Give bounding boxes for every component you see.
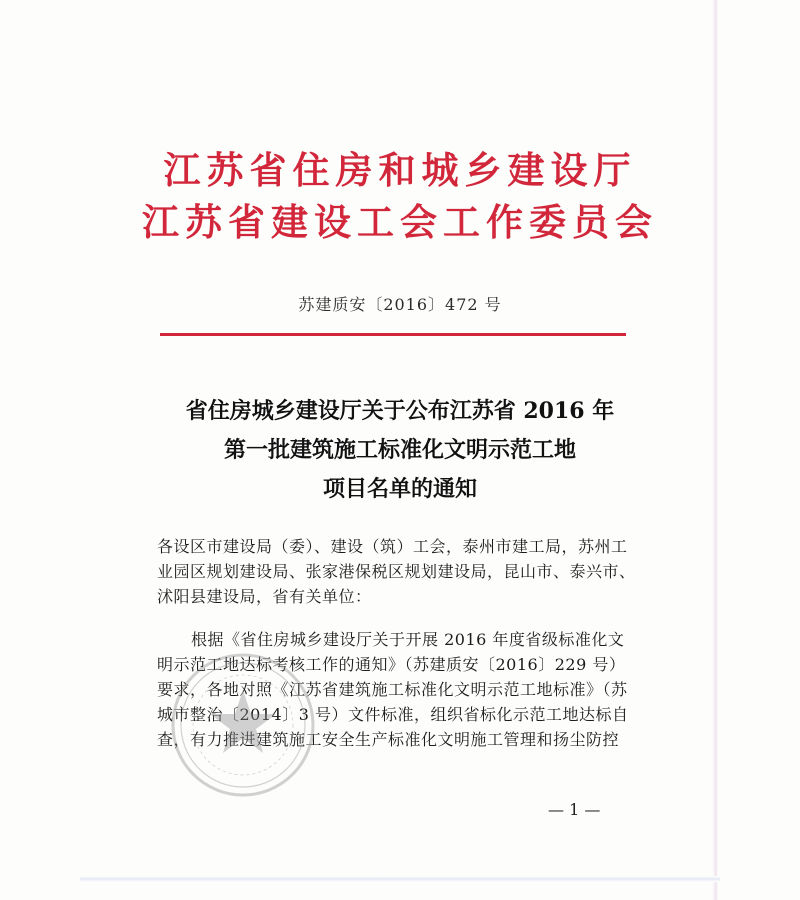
paragraph-line-4: 城市整治〔2014〕3 号）文件标准，组织省标化示范工地达标自 [157, 705, 629, 724]
official-seal-stamp [168, 650, 318, 800]
paragraph-line-2: 明示范工地达标考核工作的通知》（苏建质安〔2016〕229 号） [157, 655, 626, 674]
addressee-line-1: 各设区市建设局（委）、建设（筑）工会，泰州市建工局，苏州工 [157, 537, 628, 556]
document-title-line-3: 项目名单的通知 [322, 476, 477, 502]
addressee-line-3: 沭阳县建设局，省有关单位： [157, 587, 372, 606]
paragraph-line-5: 查，有力推进建筑施工安全生产标准化文明施工管理和扬尘防控 [157, 730, 620, 749]
document-title-line-1: 省住房城乡建设厅关于公布江苏省 2016 年 [185, 398, 615, 424]
addressee-block [157, 534, 636, 609]
addressee-line-2: 业园区规划建设局、张家港保税区规划建设局，昆山市、泰兴市、 [157, 562, 636, 581]
scan-edge-bottom [80, 876, 720, 882]
document-number: 苏建质安〔2016〕472 号 [298, 295, 502, 314]
issuer-header-line-2: 江苏省建设工会工作委员会 [142, 200, 658, 244]
issuer-header-line-1: 江苏省住房和城乡建设厅 [163, 148, 637, 192]
paragraph-line-1 [157, 627, 627, 652]
paragraph-line-1-text: 根据《省住房城乡建设厅关于开展 2016 年度省级标准化文 [191, 630, 625, 649]
red-divider-rule [160, 333, 626, 336]
page-number: — 1 — [548, 800, 601, 819]
document-title-line-2: 第一批建筑施工标准化文明示范工地 [223, 437, 576, 463]
paragraph-line-3: 要求，各地对照《江苏省建筑施工标准化文明示范工地标准》（苏 [157, 680, 628, 699]
